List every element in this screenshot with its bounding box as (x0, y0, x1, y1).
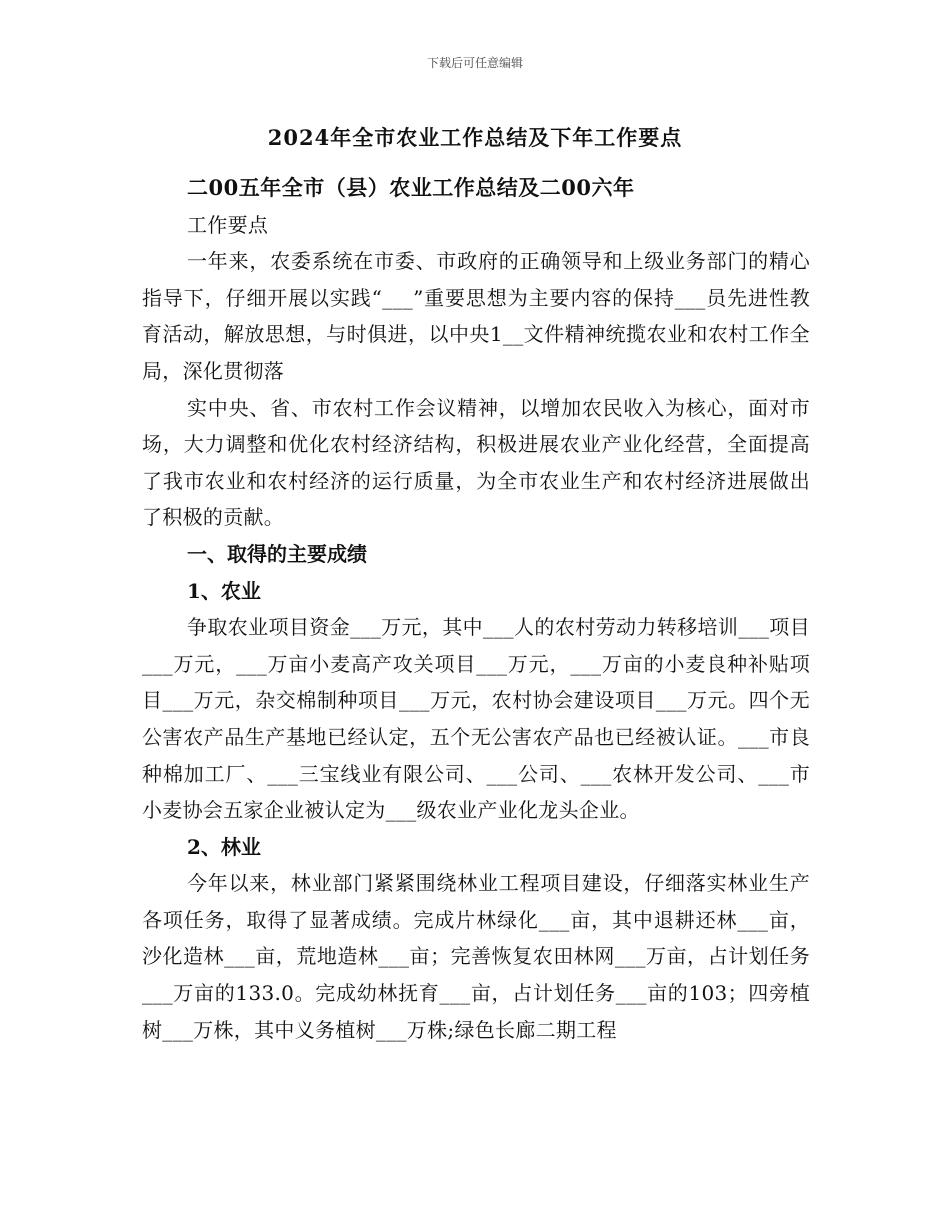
document-body (142, 170, 810, 1048)
subsection-heading-forestry: 2、林业 (187, 834, 261, 859)
intro-paragraph-2: 实中央、省、市农村工作会议精神，以增加农民收入为核心，面对市场，大力调整和优化农村经济结构，积极进展农业产业化经营，全面提高了我市农业和农村经济的运行质量，为全市农业生产和农村经济进展做出了积极的贡献。 (142, 395, 810, 530)
header-note: 下载后可任意编辑 (426, 56, 523, 70)
agriculture-paragraph: 争取农业项目资金___万元，其中___人的农村劳动力转移培训___项目___万元，___万亩小麦高产攻关项目___万元，___万亩的小麦良种补贴项目___万元，杂交棉制种项目___万元，农村协会建设项目___万元。四个无公害农产品生产基地已经认定，五个无公害农产品也已经被认证。___市良种棉加工厂、___三宝线业有限公司、___公司、___农林开发公司、___市小麦协会五家企业被认定为___级农业产业化龙头企业。 (142, 615, 810, 823)
intro-paragraph-1: 一年来，农委系统在市委、市政府的正确领导和上级业务部门的精心指导下，仔细开展以实践“___”重要思想为主要内容的保持___员先进性教育活动，解放思想，与时俱进，以中央1__文件精神统揽农业和农村工作全局，深化贯彻落 (142, 249, 810, 383)
document-title: 2024年全市农业工作总结及下年工作要点 (267, 125, 683, 150)
forestry-paragraph: 今年以来，林业部门紧紧围绕林业工程项目建设，仔细落实林业生产各项任务，取得了显著成绩。完成片林绿化___亩，其中退耕还林___亩，沙化造林___亩，荒地造林___亩；完善恢复农田林网___万亩，占计划任务___万亩的133.0。完成幼林抚育___亩，占计划任务___亩的103；四旁植树___万株，其中义务植树___万株;绿色长廊二期工程 (142, 871, 810, 1042)
document-subtitle: 二00五年全市（县）农业工作总结及二00六年 (187, 175, 635, 200)
subtitle-continuation: 工作要点 (187, 212, 269, 237)
section-heading-achievements: 一、取得的主要成绩 (187, 541, 367, 566)
subsection-heading-agriculture: 1、农业 (187, 578, 261, 603)
